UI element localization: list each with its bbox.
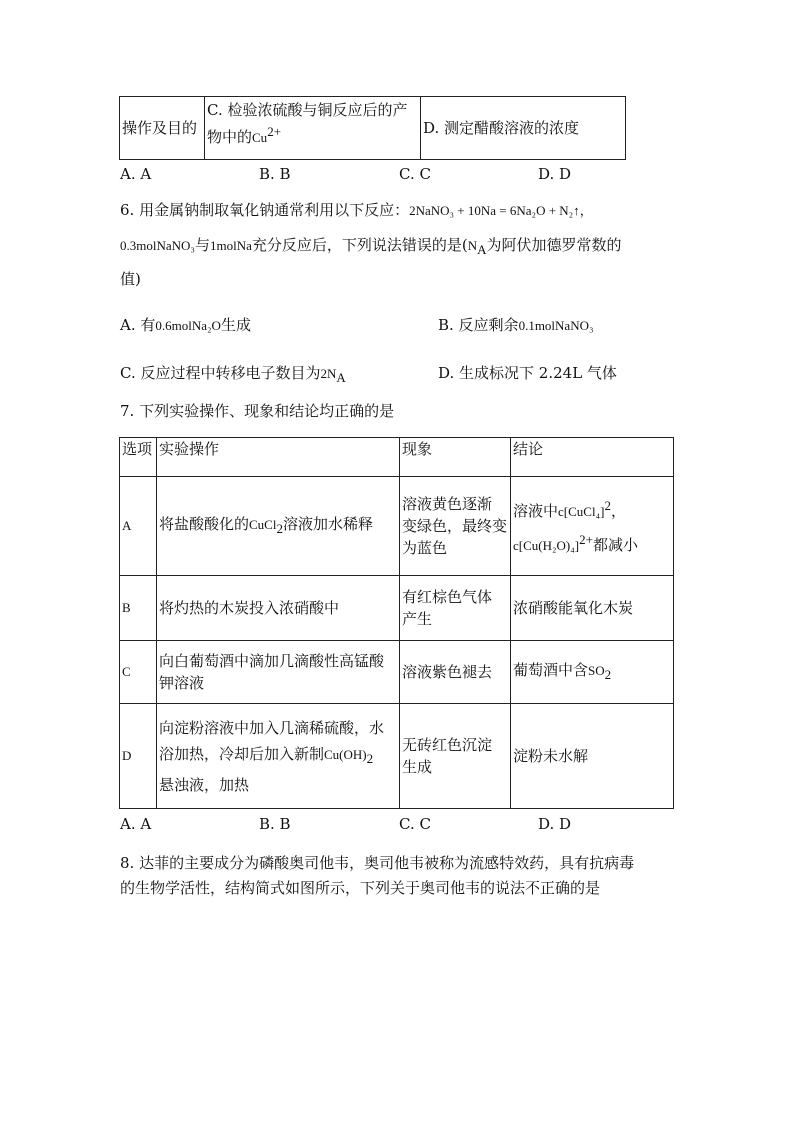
q7-a-cucl2: CuCl	[249, 516, 277, 532]
q6-b-prefix: B. 反应剩余	[438, 316, 519, 334]
q6-and: 与	[194, 236, 210, 254]
q7-a-cucl4-charge: 2	[604, 498, 611, 513]
q7-a-op-post: 溶液加水稀释	[282, 514, 373, 533]
q7-header-conclusion: 结论	[511, 438, 674, 477]
q7-c-conc-pre: 葡萄酒中含	[513, 660, 589, 679]
q7-c-op-1: 向白葡萄酒中滴加几滴酸性高锰酸	[159, 652, 385, 670]
q7-row-d-phenomenon	[400, 704, 511, 809]
q6-b-formula: 0.1molNaNO₃	[518, 318, 594, 333]
q7-d-op-2: 浴加热，冷却后加入新制	[159, 744, 325, 763]
q6-intro: 6. 用金属钠制取氧化钠通常利用以下反应：	[120, 201, 410, 219]
q7-a-phen-1: 溶液黄色逐渐	[402, 495, 493, 513]
q6-option-b	[438, 314, 594, 337]
q7-a-cuh2o4: c[Cu(H₂O)₄]	[513, 538, 580, 553]
q5-choice-d: D. D	[538, 165, 572, 183]
q6-stem-line1	[120, 199, 593, 222]
q7-row-b-operation: 将灼热的木炭投入浓硝酸中	[157, 576, 400, 641]
q7-c-so2-sub: 2	[604, 666, 612, 682]
q6-question: 充分反应后，下列说法错误的是(	[251, 236, 468, 254]
top-table-cell-c	[205, 97, 421, 160]
q7-c-so2: SO	[588, 662, 605, 678]
q7-d-op-1: 向淀粉溶液中加入几滴稀硫酸，水	[159, 718, 385, 737]
q6-c-sub: A	[336, 370, 346, 385]
q5-choice-a: A. A	[120, 165, 152, 183]
q7-row-a-option: A	[120, 477, 157, 576]
q7-a-cuh2o4-charge: 2+	[579, 532, 593, 547]
q7-row-c-phenomenon: 溶液紫色褪去	[400, 641, 511, 704]
q7-d-phen-1: 无砖红色沉淀	[402, 736, 493, 754]
q5-choice-c: C. C	[399, 165, 431, 183]
q6-na-symbol: N	[467, 238, 478, 253]
q7-row-a-operation	[157, 477, 400, 576]
q6-a-prefix: A. 有	[120, 316, 156, 334]
q6-na-sub: A	[477, 242, 487, 257]
q6-option-d: D. 生成标况下 2.24L 气体	[438, 364, 617, 382]
q7-header-phenomenon: 现象	[400, 438, 511, 477]
q6-c-prefix: C. 反应过程中转移电子数目为	[120, 364, 321, 382]
q7-c-op-2: 钾溶液	[159, 674, 205, 692]
q6-option-c	[120, 362, 346, 389]
q7-b-phen-2: 产生	[402, 610, 433, 628]
q7-stem: 7. 下列实验操作、现象和结论均正确的是	[120, 402, 395, 420]
q7-row-d-operation	[157, 704, 400, 809]
q7-a-op-pre: 将盐酸酸化的	[159, 514, 250, 533]
q6-option-a	[120, 314, 251, 337]
q6-avogadro: 为阿伏加德罗常数的	[486, 236, 622, 254]
q7-row-a	[120, 477, 674, 576]
top-table	[119, 96, 626, 160]
q6-na-amount: 1molNa	[209, 238, 252, 253]
cu-charge: 2+	[267, 124, 282, 139]
q7-row-d	[120, 704, 674, 809]
q6-nano3-amount: 0.3molNaNO₃	[120, 238, 195, 253]
q7-a-cucl4: c[CuCl₄]	[558, 504, 605, 519]
q7-row-a-conclusion	[511, 477, 674, 576]
q7-choice-d: D. D	[538, 815, 572, 833]
q6-a-suffix: 生成	[220, 316, 251, 334]
q7-row-d-option: D	[120, 704, 157, 809]
q8-stem-line1: 8. 达菲的主要成分为磷酸奥司他韦，奥司他韦被称为流感特效药，具有抗病毒	[120, 854, 635, 872]
q7-header-operation: 实验操作	[157, 438, 400, 477]
q7-a-cucl2-sub: 2	[276, 520, 283, 536]
q6-stem-line3: 值)	[120, 270, 141, 288]
q7-row-d-conclusion: 淀粉未水解	[511, 704, 674, 809]
q7-d-op-3: 悬浊液，加热	[159, 775, 250, 794]
q7-row-b-option: B	[120, 576, 157, 641]
q5-choice-b: B. B	[259, 165, 291, 183]
q7-choice-a: A. A	[120, 815, 152, 833]
q7-row-b	[120, 576, 674, 641]
q7-table	[119, 437, 674, 809]
q6-c-formula: 2N	[320, 366, 337, 381]
cu-formula: Cu	[252, 130, 268, 145]
c-line1: C. 检验浓硫酸与铜反应后的产	[207, 101, 408, 119]
q7-row-c-operation	[157, 641, 400, 704]
top-table-cell-label: 操作及目的	[120, 97, 205, 160]
q7-d-cuoh2-sub: 2	[366, 750, 374, 766]
q7-a-conc-post: 都减小	[592, 536, 638, 554]
q7-choice-c: C. C	[399, 815, 431, 833]
q7-row-c-option: C	[120, 641, 157, 704]
q7-row-b-conclusion: 浓硝酸能氧化木炭	[511, 576, 674, 641]
top-table-cell-d: D. 测定醋酸溶液的浓度	[421, 97, 626, 160]
q7-a-comma: ，	[610, 502, 626, 520]
q8-stem-line2: 的生物学活性，结构简式如图所示，下列关于奥司他韦的说法不正确的是	[120, 879, 601, 897]
q7-a-conc-pre: 溶液中	[513, 502, 559, 520]
q7-a-phen-3: 为蓝色	[402, 539, 448, 557]
q7-header-option: 选项	[120, 438, 157, 477]
c-line2: 物中的	[207, 128, 253, 146]
q7-row-c	[120, 641, 674, 704]
q7-row-a-phenomenon	[400, 477, 511, 576]
q7-a-phen-2: 变绿色，最终变	[402, 517, 508, 535]
q7-row-b-phenomenon	[400, 576, 511, 641]
q7-row-c-conclusion	[511, 641, 674, 704]
q7-d-phen-2: 生成	[402, 758, 433, 776]
q7-choice-b: B. B	[259, 815, 291, 833]
q7-d-cuoh2: Cu(OH)	[324, 746, 367, 762]
q6-equation: 2NaNO₃ + 10Na = 6Na₂O + N₂↑，	[409, 203, 593, 218]
q7-b-phen-1: 有红棕色气体	[402, 588, 493, 606]
q6-a-formula: 0.6molNa₂O	[155, 318, 221, 333]
q6-stem-line2	[120, 234, 622, 261]
